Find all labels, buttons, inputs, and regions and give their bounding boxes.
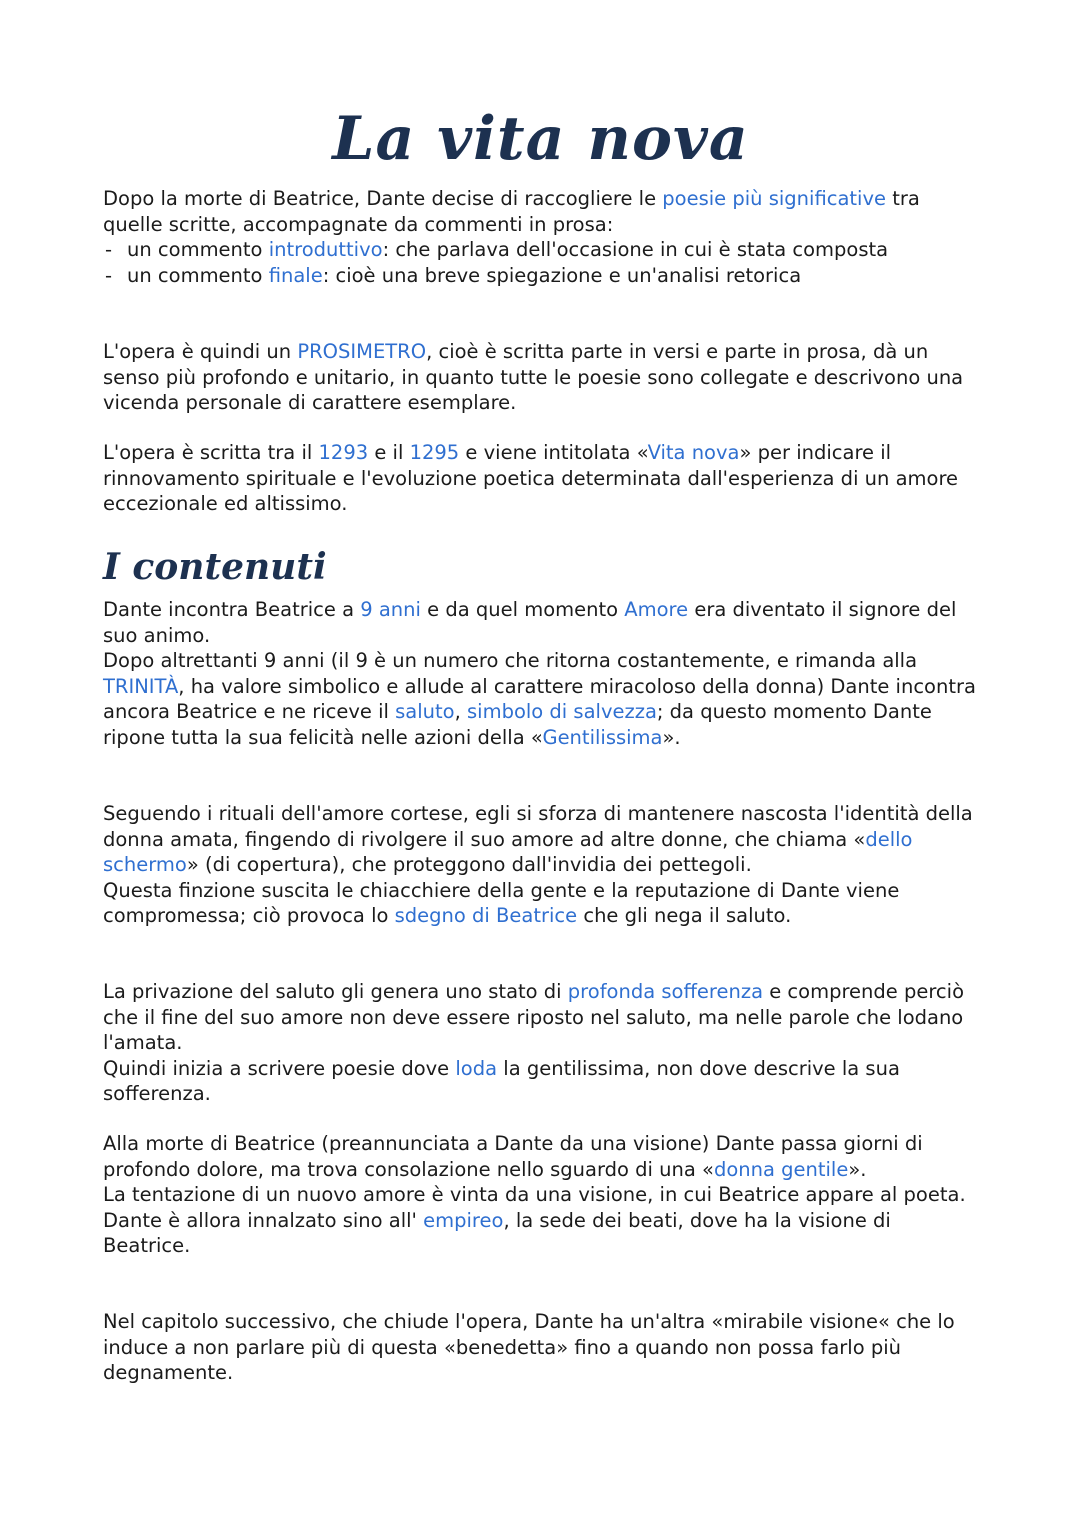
contents-paragraph-3: La privazione del saluto gli genera uno stato di profonda sofferenza e comprende perciò che il fine del suo amore non deve essere riposto nel saluto, ma nelle parole che lodano l'amata. Quindi inizia a scrivere poesie dove loda la gentilissima, non dove descrive la sua sofferenza. xyxy=(103,980,965,1105)
highlight-text: Amore xyxy=(624,598,689,621)
text: Dopo la morte di Beatrice, Dante decise di raccogliere le xyxy=(103,187,663,210)
contents-paragraph-4: Alla morte di Beatrice (preannunciata a Dante da una visione) Dante passa giorni di profondo dolore, ma trova consolazione nello sguardo di una «donna gentile». La tentazione di un nuovo amore è vinta da una visione, in cui Beatrice appare al poeta. Dante è allora innalzato sino all' empireo, la sede dei beati, dove ha la visione di Beatrice. xyxy=(103,1132,966,1257)
highlight-text: finale xyxy=(268,263,323,287)
contents-paragraph-1: Dante incontra Beatrice a 9 anni e da quel momento Amore era diventato il signore del suo animo. Dopo altrettanti 9 anni (il 9 è un numero che ritorna costantemente, e rimanda alla TRINITÀ, ha valore simbolico e allude al carattere miracoloso della donna) Dante incontra ancora Beatrice e ne riceve il saluto, simbolo di salvezza; da questo momento Dante ripone tutta la sua felicità nelle azioni della «Gentilissima». xyxy=(103,598,976,749)
highlight-text: empireo xyxy=(423,1208,504,1232)
highlight-text: 1295 xyxy=(409,441,460,464)
highlight-text: loda xyxy=(455,1056,498,1080)
highlight-text: profonda sofferenza xyxy=(567,980,764,1003)
comment-list xyxy=(103,237,978,288)
highlight-text: 1293 xyxy=(318,441,369,464)
contents-paragraph-5: Nel capitolo successivo, che chiude l'opera, Dante ha un'altra «mirabile visione« che lo induce a non parlare più di questa «benedetta» fino a quando non possa farlo più degnamente. xyxy=(103,1310,955,1384)
highlight-text: poesie più significative xyxy=(662,187,887,210)
text: tra quelle scritte, accompagnate da commenti in prosa: xyxy=(103,187,920,236)
list-item: - un commento finale: cioè una breve spiegazione e un'analisi retorica xyxy=(103,263,978,289)
highlight-text: dello schermo xyxy=(103,827,913,876)
highlight-text: TRINITÀ xyxy=(103,674,179,698)
highlight-text: Gentilissima xyxy=(542,725,663,749)
highlight-text: PROSIMETRO xyxy=(297,340,427,363)
highlight-text: donna gentile xyxy=(713,1157,849,1181)
contents-paragraph-2: Seguendo i rituali dell'amore cortese, egli si sforza di mantenere nascosta l'identità della donna amata, fingendo di rivolgere il suo amore ad altre donne, che chiama «dello schermo» (di copertura), che proteggono dall'invidia dei pettegoli. Questa finzione suscita le chiacchiere della gente e la reputazione di Dante viene compromessa; ciò provoca lo sdegno di Beatrice che gli nega il saluto. xyxy=(103,802,973,927)
highlight-text: 9 anni xyxy=(360,598,421,621)
section-heading: I contenuti xyxy=(103,546,327,588)
page-title: La vita nova xyxy=(332,104,749,174)
highlight-text: saluto xyxy=(395,700,455,723)
highlight-text: sdegno di Beatrice xyxy=(394,904,578,927)
list-item: - un commento introduttivo: che parlava dell'occasione in cui è stata composta xyxy=(103,237,978,263)
intro-paragraph-2: L'opera è quindi un PROSIMETRO, cioè è scritta parte in versi e parte in prosa, dà un senso più profondo e unitario, in quanto tutte le poesie sono collegate e descrivono una vicenda personale di carattere esemplare. xyxy=(103,340,964,414)
highlight-text: simbolo di salvezza xyxy=(467,700,657,723)
highlight-text: introduttivo xyxy=(268,238,383,261)
intro-paragraph-1 xyxy=(103,186,978,288)
highlight-text: Vita nova xyxy=(647,441,740,464)
intro-paragraph-3: L'opera è scritta tra il 1293 e il 1295 e viene intitolata «Vita nova» per indicare il rinnovamento spirituale e l'evoluzione poetica determinata dall'esperienza di un amore eccezionale ed altissimo. xyxy=(103,441,959,515)
